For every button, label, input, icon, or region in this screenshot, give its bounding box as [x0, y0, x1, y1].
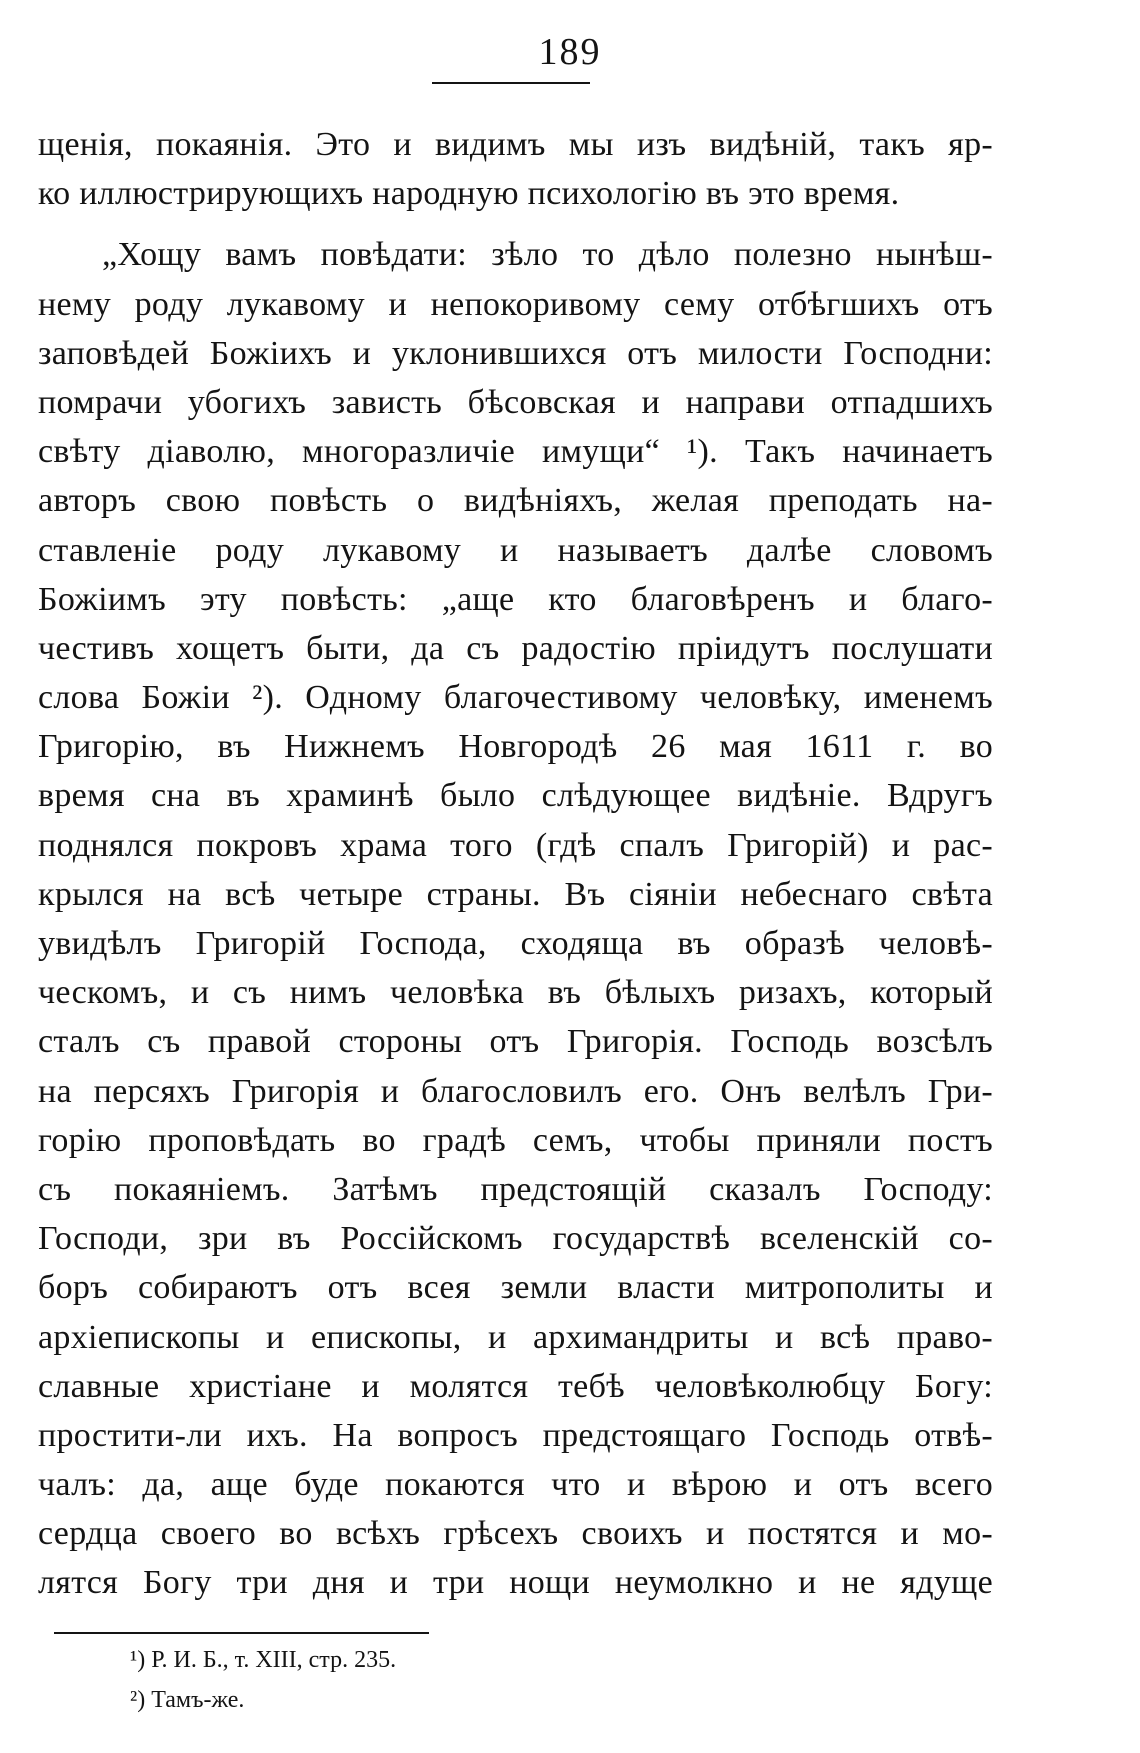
text-line: ческомъ, и съ нимъ человѣка въ бѣлыхъ ризахъ, который	[38, 974, 993, 1012]
page-number: 189	[538, 31, 602, 73]
text-line: архіепископы и епископы, и архимандриты и всѣ право-	[38, 1318, 993, 1356]
footnote: ¹) Р. И. Б., т. XIII, стр. 235.	[130, 1647, 397, 1673]
text-line: боръ собираютъ отъ всея земли власти митрополиты и	[38, 1269, 993, 1307]
text-line: на персяхъ Григорія и благословилъ его. Онъ велѣлъ Гри-	[38, 1072, 993, 1110]
paragraph	[38, 230, 993, 1607]
text-line: честивъ хощетъ быти, да съ радостію пріидутъ послушати	[38, 629, 993, 667]
text-line: щенія, покаянія. Это и видимъ мы изъ видѣній, такъ яр-	[38, 126, 993, 163]
text-line: славные христіане и молятся тебѣ человѣколюбцу Богу:	[38, 1367, 993, 1405]
text-line: простити-ли ихъ. На вопросъ предстоящаго Господь отвѣ-	[38, 1416, 993, 1454]
footnote-rule	[54, 1632, 429, 1634]
text-line: нему роду лукавому и непокоривому сему отбѣгшихъ отъ	[38, 285, 993, 323]
page-number-rule	[432, 82, 590, 84]
text-line: ко иллюстрирующихъ народную психологію въ это время.	[38, 175, 900, 213]
text-line: поднялся покровъ храма того (гдѣ спалъ Григорій) и рас-	[38, 826, 993, 864]
text-line: горію проповѣдать во градѣ семъ, чтобы приняли постъ	[38, 1121, 993, 1159]
text-line: помрачи убогихъ зависть бѣсовская и направи отпадшихъ	[38, 383, 993, 421]
text-line: заповѣдей Божіихъ и уклонившихся отъ милости Господни:	[38, 334, 993, 372]
text-line: лятся Богу три дня и три нощи неумолкно и не ядуще	[38, 1564, 993, 1602]
body-text	[38, 120, 993, 1608]
paragraph	[38, 120, 993, 218]
text-line: сердца своего во всѣхъ грѣсехъ своихъ и постятся и мо-	[38, 1515, 993, 1553]
text-line: свѣту діаволю, многоразличіе имущи“ ¹). Такъ начинаетъ	[38, 433, 993, 471]
text-line: крылся на всѣ четыре страны. Въ сіяніи небеснаго свѣта	[38, 875, 993, 913]
paragraph-gap	[38, 218, 993, 230]
text-line: чалъ: да, аще буде покаются что и вѣрою и отъ всего	[38, 1466, 993, 1504]
text-line: Григорію, въ Нижнемъ Новгородѣ 26 мая 1611 г. во	[38, 728, 993, 766]
text-line: сталъ съ правой стороны отъ Григорія. Господь возсѣлъ	[38, 1023, 993, 1061]
text-line: увидѣлъ Григорій Господа, сходяща въ образѣ человѣ-	[38, 925, 993, 962]
footnotes	[130, 1640, 830, 1720]
text-line: слова Божіи ²). Одному благочестивому человѣку, именемъ	[38, 679, 993, 717]
footnote: ²) Тамъ-же.	[130, 1687, 245, 1713]
text-line: Божіимъ эту повѣсть: „аще кто благовѣренъ и благо-	[38, 580, 993, 618]
text-line: съ покаяніемъ. Затѣмъ предстоящій сказалъ Господу:	[38, 1170, 993, 1208]
text-line: ставленіе роду лукавому и называетъ далѣе словомъ	[38, 531, 993, 569]
text-line: Господи, зри въ Россійскомъ государствѣ вселенскій со-	[38, 1220, 993, 1258]
text-line: время сна въ храминѣ было слѣдующее видѣніе. Вдругъ	[38, 777, 993, 815]
text-line: авторъ свою повѣсть о видѣніяхъ, желая преподать на-	[38, 482, 993, 520]
text-line: „Хощу вамъ повѣдати: зѣло то дѣло полезно нынѣш-	[102, 236, 993, 274]
